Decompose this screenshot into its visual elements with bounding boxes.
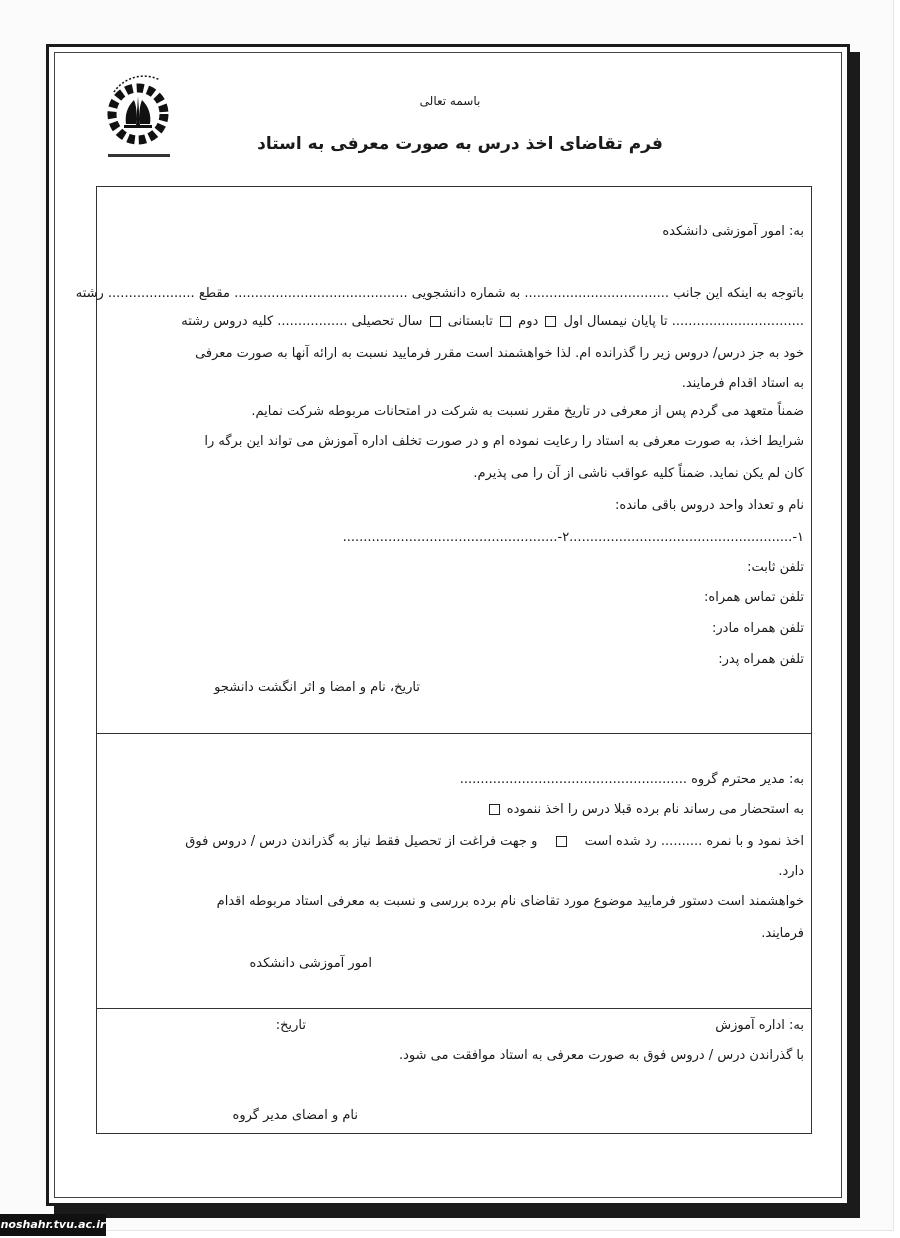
student-request-section — [75, 186, 812, 734]
failed-course-checkbox[interactable] — [556, 836, 567, 847]
remaining-courses-field[interactable]: ۱-......................................................۲-.................................................... — [342, 530, 804, 545]
section3-date-field[interactable]: تاریخ: — [275, 1018, 306, 1033]
section2-recipient: به: مدیر محترم گروه ....................................................... — [459, 772, 804, 787]
basmala-heading: باسمه تعالی — [419, 94, 481, 108]
request-text-line-2: به استاد اقدام فرمایند. — [681, 376, 804, 391]
graduation-need-label: و جهت فراغت از تحصیل فقط نیاز به گذراندن درس / دروس فوق — [185, 834, 538, 849]
semester-second-checkbox[interactable] — [500, 316, 511, 327]
section1-recipient: به: امور آموزشی دانشکده — [662, 224, 804, 239]
semester-first-label: ................................ تا پایان نیمسال اول — [563, 314, 804, 329]
section3-recipient: به: اداره آموزش — [715, 1018, 804, 1033]
semester-summer-checkbox[interactable] — [430, 316, 441, 327]
failed-course-label: اخذ نمود و با نمره .......... رد شده است — [584, 834, 804, 849]
university-logo-icon — [100, 74, 182, 162]
conditions-text-line-2: کان لم یکن نماید. ضمناً کلیه عواقب ناشی از آن را می پذیرم. — [473, 466, 804, 481]
phone-fixed-field[interactable]: تلفن ثابت: — [747, 560, 804, 575]
semester-summer-label: تابستانی — [447, 314, 493, 329]
conditions-text-line-1: شرایط اخذ، به صورت معرفی به استاد را رعایت نموده ام و در صورت تخلف اداره آموزش می تواند این برگه را — [204, 434, 804, 449]
semester-first-checkbox[interactable] — [545, 316, 556, 327]
remaining-courses-label: نام و تعداد واحد دروس باقی مانده: — [615, 498, 804, 513]
education-office-signature: امور آموزشی دانشکده — [249, 956, 372, 971]
semester-second-label: دوم — [518, 314, 539, 329]
phone-father-field[interactable]: تلفن همراه پدر: — [718, 652, 804, 667]
commitment-text: ضمناً متعهد می گردم پس از معرفی در تاریخ مقرر نسبت به شرکت در امتحانات مربوطه شرکت نمایم. — [251, 404, 804, 419]
form-title: فرم تقاضای اخذ درس به صورت معرفی به استاد — [257, 134, 663, 154]
phone-mother-field[interactable]: تلفن همراه مادر: — [712, 621, 804, 636]
student-signature-label: تاریخ، نام و امضا و اثر انگشت دانشجو — [214, 680, 420, 695]
phone-mobile-field[interactable]: تلفن تماس همراه: — [704, 590, 804, 605]
request-text-line-1: خود به جز درس/ دروس زیر را گذرانده ام. لذا خواهشمند است مقرر فرمایید نسبت به ارائه آنها به صورت معرفی — [195, 346, 804, 361]
request-review-line-2: فرمایند. — [761, 926, 804, 941]
not-taken-label: به استحضار می رساند نام برده قبلا درس را اخذ ننموده — [506, 802, 804, 817]
department-head-section — [96, 1008, 812, 1134]
not-taken-line — [486, 802, 804, 817]
student-info-line-1: باتوجه به اینکه این جانب ................................... به شماره دانشجویی .......................................... مقطع ..................... رشته — [75, 286, 804, 301]
failed-course-line — [104, 834, 804, 849]
department-head-signature: نام و امضای مدیر گروه — [232, 1108, 358, 1123]
website-footer[interactable]: noshahr.tvu.ac.ir — [0, 1214, 106, 1236]
failed-course-line-2: دارد. — [778, 864, 804, 879]
academic-year-label: سال تحصیلی ................. کلیه دروس رشته — [181, 314, 423, 329]
request-review-line-1: خواهشمند است دستور فرمایید موضوع مورد تقاضای نام برده بررسی و نسبت به معرفی استاد مربوطه اقدام — [216, 894, 804, 909]
semester-options-line — [181, 314, 804, 329]
approval-text: با گذراندن درس / دروس فوق به صورت معرفی به استاد موافقت می شود. — [399, 1048, 804, 1063]
not-taken-checkbox[interactable] — [489, 804, 500, 815]
